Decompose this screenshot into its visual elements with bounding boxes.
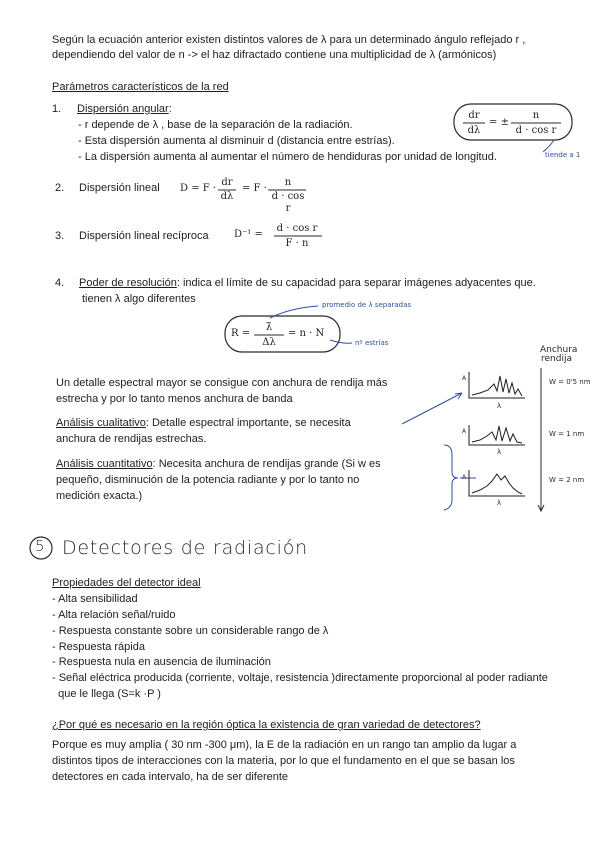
prop-item: - Señal eléctrica producida (corriente, voltaje, resistencia )directamente proporcional al poder radiante <box>52 672 548 684</box>
graph3-axis-y: A <box>462 474 467 481</box>
section-number: 5 <box>35 537 45 555</box>
item4-rest: : indica el límite de su capacidad para separar imágenes adyacentes que. <box>176 277 536 289</box>
item2-title: Dispersión lineal <box>79 182 160 194</box>
width-label-3: W = 2 nm <box>549 476 585 484</box>
item2-f1-den: dλ <box>220 191 234 202</box>
quant-rest: : Necesita anchura de rendijas grande (Si w es <box>152 458 381 470</box>
item1-sub1: - r depende de λ , base de la separación de la radiación. <box>78 119 353 131</box>
quant-line-2: pequeño, disminución de la potencia radiante y por lo tanto no <box>56 474 360 486</box>
item2-mid: = F · <box>242 183 267 194</box>
item1-sub2: - Esta dispersión aumenta al disminuir d (distancia entre estrías). <box>78 135 395 147</box>
item3-num: d · cos r <box>276 223 318 234</box>
figure-title-2: rendija <box>541 354 572 364</box>
width-label-1: W = 0'5 nm <box>549 378 591 386</box>
item4-number: 4. <box>55 277 65 289</box>
detail-line-2: estrecha y por lo tanto menos anchura de banda <box>56 393 293 405</box>
item4-num: λ̄ <box>265 322 273 333</box>
item1-lhs-num: dr <box>468 110 480 121</box>
item3-lhs: D⁻¹ = <box>234 229 263 240</box>
params-heading: Parámetros característicos de la red <box>52 81 229 93</box>
width-label-2: W = 1 nm <box>549 430 585 438</box>
prop-item: - Respuesta nula en ausencia de iluminación <box>52 656 271 668</box>
section-title: Detectores de radiación <box>62 537 309 559</box>
qual-label: Análisis cualitativo <box>56 417 146 429</box>
item1-number: 1. <box>52 103 62 115</box>
prop-item: - Alta sensibilidad <box>52 593 138 605</box>
question: ¿Por qué es necesario en la región óptica la existencia de gran variedad de detectores? <box>52 719 481 731</box>
item4-note-avg: promedio de λ separadas <box>322 301 412 309</box>
qual-line-2: anchura de rendijas estrechas. <box>56 433 207 445</box>
item1-rhs-num: n <box>532 110 540 121</box>
item2-lhs: D = F · <box>180 183 217 194</box>
item1-sub3: - La dispersión aumenta al aumentar el número de hendiduras por unidad de longitud. <box>78 151 497 163</box>
item4-rhs: = n · N <box>288 328 325 339</box>
graph1-axis-x: λ <box>497 402 502 410</box>
prop-item: - Alta relación señal/ruido <box>52 609 176 621</box>
answer-line: Porque es muy amplia ( 30 nm -300 μm), la E de la radiación en un rango tan amplio da lugar a <box>52 739 517 751</box>
item4-note-n: nº estrías <box>355 339 389 347</box>
item2-f2-den: d · cos r <box>271 191 305 214</box>
item3-number: 3. <box>55 230 65 242</box>
graph3-axis-x: λ <box>497 499 502 507</box>
item1-title: Dispersión angular <box>77 103 169 115</box>
prop-item: - Respuesta constante sobre un considerable rango de λ <box>52 625 329 637</box>
prop-item: - Respuesta rápida <box>52 641 145 653</box>
quant-label: Análisis cuantitativo <box>56 458 153 470</box>
item1-lhs-den: dλ <box>467 125 481 136</box>
item1-rhs-den: d · cos r <box>515 125 557 136</box>
item1-eq: = ± <box>489 117 509 128</box>
item3-den: F · n <box>285 238 309 249</box>
item4-den: Δλ <box>262 337 276 348</box>
graph2-axis-y: A <box>462 428 467 435</box>
ideal-heading: Propiedades del detector ideal <box>52 577 201 589</box>
item2-f1-num: dr <box>221 177 233 188</box>
graph2-axis-x: λ <box>497 448 502 456</box>
item4-line2: tienen λ algo diferentes <box>82 293 196 305</box>
detail-line-1: Un detalle espectral mayor se consigue con anchura de rendija más <box>56 377 388 389</box>
item1-note: tiende a 1 <box>545 151 581 159</box>
item2-number: 2. <box>55 182 65 194</box>
item4-title: Poder de resolución <box>79 277 177 289</box>
graph1-axis-y: A <box>462 375 467 382</box>
item4-lhs: R = <box>231 328 251 339</box>
intro-line-2: dependiendo del valor de n -> el haz difractado contiene una multiplicidad de λ (armónicos) <box>52 49 497 61</box>
item1-colon: : <box>168 103 172 115</box>
figure-title-1: Anchura <box>540 345 578 355</box>
answer-line: detectores en cada intervalo, ha de ser diferente <box>52 771 289 783</box>
prop-item: que le llega (S=k ·P ) <box>52 688 161 700</box>
quant-line-3: medición exacta.) <box>56 490 143 502</box>
item2-f2-num: n <box>284 177 292 188</box>
item3-title: Dispersión lineal recíproca <box>79 230 209 242</box>
intro-line-1: Según la ecuación anterior existen distintos valores de λ para un determinado ángulo reflejado r , <box>52 34 526 46</box>
answer-line: distintos tipos de interacciones con la materia, por lo que el fundamento en el que se basan los <box>52 755 515 767</box>
qual-rest: : Detalle espectral importante, se necesita <box>145 417 351 429</box>
